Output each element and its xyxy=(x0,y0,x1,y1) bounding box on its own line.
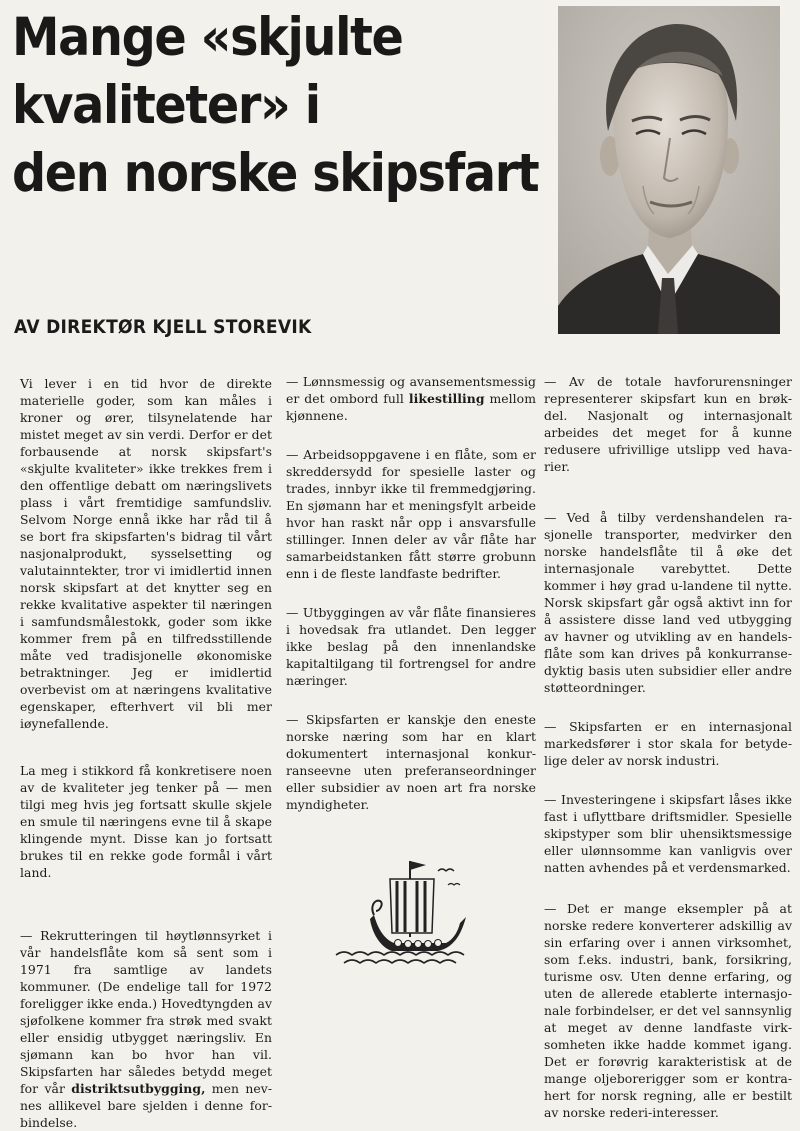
paragraph-text: mellom kjønnene. xyxy=(286,391,536,423)
article-paragraph xyxy=(544,718,792,769)
paragraph-text: — Lønnsmessig og avansementsmessig er det ombord full xyxy=(286,374,536,406)
article-paragraph xyxy=(20,762,272,881)
headline xyxy=(12,4,539,208)
paragraph-text: — Ved å tilby verdenshandelen rasjonelle transporter, medvirker den norske handelsflåte til å øke det internasjonale varebyttet. Dette kommer i høy grad u-landene til nytte. Norsk skipsfart går også aktivt inn for å assistere disse land ved utbygging av havner og utvikling av en handelsflåte som kan drives på konkurransedyktig basis uten subsidier eller andre støtteordninger. xyxy=(544,510,792,695)
viking-ship-illustration xyxy=(334,855,472,967)
portrait-photo xyxy=(558,6,780,334)
paragraph-text: men nevnes allikevel bare sjelden i denne forbindelse. xyxy=(20,1081,272,1130)
article-paragraph xyxy=(286,711,536,813)
paragraph-text: — Rekrutteringen til høytlønnsyrket i vår handelsflåte kom så sent som i 1971 fra samtlige av landets kommuner. (De endelige tall for 1972 foreligger ikke enda.) Hovedtyngden av sjøfolkene kommer fra strøk med svakt eller ensidig utbygget næringsliv. En sjømann kan bo hvor han vil. Skipsfarten har således betydd meget for vår xyxy=(20,928,272,1096)
paragraph-text: — Skipsfarten er en internasjonal markedsfører i stor skala for betydelige deler av norsk industri. xyxy=(544,719,792,768)
article-paragraph xyxy=(286,373,536,424)
article-column-1 xyxy=(20,375,272,1131)
headline-line: den norske skipsfart xyxy=(12,143,539,204)
emphasis-text: likestilling xyxy=(408,391,485,406)
paragraph-text: — Utbyggingen av vår flåte finansieres i hovedsak fra utlandet. Den legger ikke beslag på den innenlandske kapitaltilgang til fortrengsel for andre næringer. xyxy=(286,605,536,688)
article-column-3 xyxy=(544,373,792,1121)
article-paragraph xyxy=(544,791,792,876)
paragraph-text: — Skipsfarten er kanskje den eneste norske næring som har en klart dokumentert internasjonal konkurranseevne uten preferanseordninger eller subsidier av noen art fra norske myndigheter. xyxy=(286,712,536,812)
article-paragraph xyxy=(544,900,792,1121)
paragraph-text: — Arbeidsoppgavene i en flåte, som er skreddersydd for spesielle laster og trades, innbyr ikke til fremmedgjøring. En sjømann har et meningsfylt arbeide hvor han raskt når opp i ansvarsfulle stillinger. Innen deler av vår flåte har samarbeidstanken fått større grobunn enn i de fleste landfaste bedrifter. xyxy=(286,447,536,581)
emphasis-text: distriktsutbygging, xyxy=(71,1081,206,1096)
portrait-icon xyxy=(558,6,780,334)
paragraph-text: — Av de totale havforurensninger representerer skipsfart kun en brøkdel. Nasjonalt og internasjonalt arbeides det meget for å kunne redusere ufrivillige utslipp ved havarier. xyxy=(544,374,792,474)
headline-line: Mange «skjulte xyxy=(12,7,403,68)
viking-ship-icon xyxy=(334,855,472,967)
article-column-2 xyxy=(286,373,536,813)
paragraph-text: La meg i stikkord få konkretisere noen av de kvaliteter jeg tenker på — men tilgi meg hvis jeg fortsatt skulle skjele en smule til næringens evne til å skape klingende mynt. Disse kan jo fortsatt brukes til en rekke gode formål i vårt land. xyxy=(20,763,272,880)
byline: AV DIREKTØR KJELL STOREVIK xyxy=(14,316,312,338)
article-paragraph xyxy=(544,509,792,696)
paragraph-text: Vi lever i en tid hvor de direkte materielle goder, som kan måles i kroner og ører, tilsynelatende har mistet meget av sin verdi. Derfor er det forbausende at norsk skipsfart's «skjulte kvaliteter» ikke trekkes frem i den offentlige debatt om næringslivets plass i vårt fremtidige samfundsliv. Selvom Norge ennå ikke har råd til å se bort fra skipsfarten's bidrag til vårt nasjonalprodukt, sysselsetting og valutainntekter, tror vi imidlertid innen norsk skipsfart at det knytter seg en rekke kvalitative aspekter til næringen i samfundsmålestokk, goder som ikke kommer frem på en tilfredsstillende måte ved tradisjonelle økonomiske betraktninger. Jeg er imidlertid overbevist om at næringens kvalitative egenskaper, efterhvert vil bli mer iøynefallende. xyxy=(20,376,272,731)
paragraph-text: — Investeringene i skipsfart låses ikke fast i uflyttbare driftsmidler. Spesielle skipstyper som blir uhensiktsmessige eller ulønnsomme kan vanligvis over natten avhendes på et verdensmarked. xyxy=(544,792,792,875)
article-paragraph xyxy=(20,375,272,732)
article-paragraph xyxy=(20,927,272,1131)
article-paragraph xyxy=(286,604,536,689)
paragraph-text: — Det er mange eksempler på at norske redere konverterer adskillig av sin erfaring over i annen virksomhet, som f.eks. industri, bank, forsikring, turisme osv. Uten denne erfaring, og uten de allerede etablerte internasjonale forbindelser, er det vel sannsynlig at meget av denne landfaste virksomheten ikke hadde kommet igang. Det er forøvrig karakteristisk at de mange oljeborerigger som er kontrahert for norsk regning, alle er bestilt av norske rederi-interesser. xyxy=(544,901,792,1120)
headline-line: kvaliteter» i xyxy=(12,75,320,136)
article-paragraph xyxy=(544,373,792,475)
article-paragraph xyxy=(286,446,536,582)
